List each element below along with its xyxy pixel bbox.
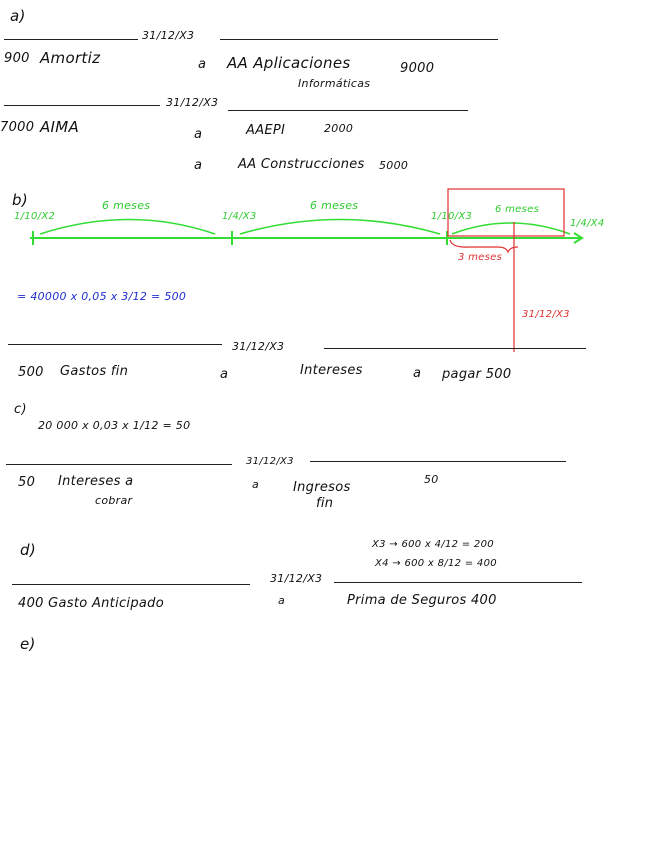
entry-d-rule-right [334,582,582,583]
entry-c-date: 31/12/X3 [246,456,294,467]
entry-a1-credit-amount: 9000 [400,61,435,76]
entry-b-credit-account: Intereses [300,363,363,378]
entry-b-connector-1: a [220,367,229,382]
entry-a1-credit-account-line2: Informáticas [298,77,371,90]
entry-a1-connector: a [198,57,207,72]
entry-c-credit-account-line1: Ingresos [293,480,351,495]
timeline-date-4: 1/4/X4 [570,218,605,229]
entry-c-debit-account-line1: Intereses a [58,474,134,489]
entry-b-debit-account: Gastos fin [60,364,129,379]
entry-a2-rule-left [4,105,160,106]
entry-a2-rule-right [228,110,468,111]
timeline-date-2: 1/4/X3 [222,211,257,222]
section-label-c: c) [14,402,27,417]
entry-a2-debit-amount: 7000 [0,120,35,135]
entry-a2-date: 31/12/X3 [166,96,219,109]
entry-a2-line1-connector: a [194,127,203,142]
timeline-arrow [574,233,582,243]
section-b-calculation: = 40000 x 0,05 x 3/12 = 500 [17,290,187,303]
entry-c-credit-account-line2: fin [316,496,334,511]
timeline-period-2: 6 meses [310,199,359,212]
period-arc-1 [40,220,215,235]
section-d-calc-1: X3 → 600 x 4/12 = 200 [372,539,494,550]
entry-a1-debit-account: Amortiz [40,49,101,67]
timeline-date-1: 1/10/X2 [14,211,56,222]
entry-b-debit-amount: 500 [18,365,44,380]
entry-a2-debit-account: AIMA [40,118,80,136]
entry-c-debit-account-line2: cobrar [95,494,133,507]
section-label-b: b) [12,191,28,209]
section-label-d: d) [20,541,36,559]
entry-a2-line2-account: AA Construcciones [238,157,365,172]
timeline-date-3: 1/10/X3 [431,211,473,222]
entry-a1-credit-account-line1: AA Aplicaciones [227,54,351,72]
entry-d-connector: a [278,594,286,607]
entry-d-date: 31/12/X3 [270,572,323,585]
entry-c-debit-amount: 50 [18,475,36,490]
entry-d-debit: 400 Gasto Anticipado [18,596,164,611]
timeline-period-1: 6 meses [102,199,151,212]
entry-d-credit: Prima de Seguros 400 [347,593,497,608]
entry-a1-rule-right [220,39,498,40]
period-arc-2 [240,220,440,235]
entry-a2-line2-connector: a [194,158,203,173]
section-label-a: a) [10,7,26,25]
timeline-sub-period: 3 meses [458,252,503,263]
entry-c-connector: a [252,478,260,491]
entry-d-rule-left [12,584,250,585]
entry-a2-line1-amount: 2000 [324,122,354,135]
section-d-calc-2: X4 → 600 x 8/12 = 400 [375,558,497,569]
entry-b-rule-right [324,348,586,349]
timeline-period-3: 6 meses [495,204,540,215]
entry-c-credit-amount: 50 [424,473,439,486]
entry-a2-line1-account: AAEPI [246,123,286,138]
entry-b-connector-2: a [413,366,422,381]
entry-a1-date: 31/12/X3 [142,29,195,42]
entry-b-date: 31/12/X3 [232,340,285,353]
entry-a2-line2-amount: 5000 [379,159,409,172]
entry-b-rule-left [8,344,222,345]
entry-c-rule-left [6,464,232,465]
section-label-e: e) [20,635,36,653]
period-arc-3 [452,223,570,234]
timeline-marker-date: 31/12/X3 [522,309,570,320]
section-c-calculation: 20 000 x 0,03 x 1/12 = 50 [38,419,191,432]
entry-a1-debit-amount: 900 [4,51,30,66]
entry-c-rule-right [310,461,566,462]
entry-a1-rule-left [4,39,138,40]
entry-b-credit-account-2: pagar 500 [442,367,512,382]
sub-period-brace [450,240,518,252]
